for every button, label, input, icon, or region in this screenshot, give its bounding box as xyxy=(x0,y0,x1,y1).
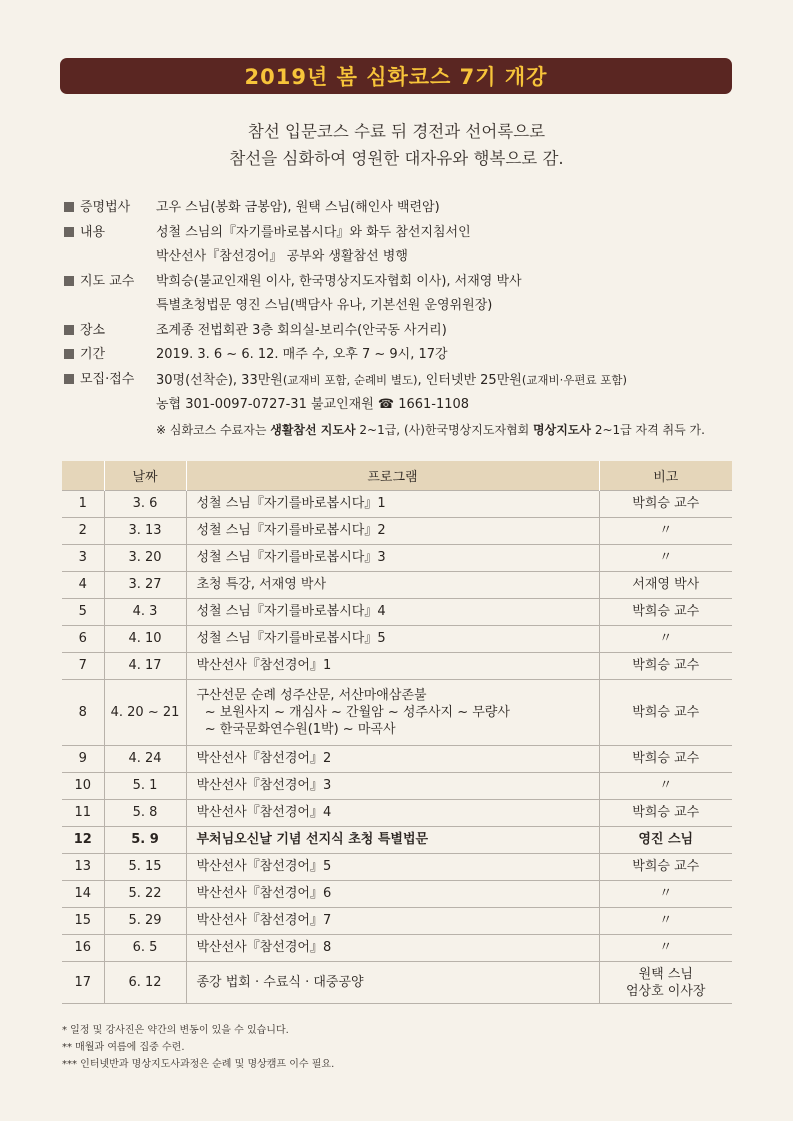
row-program xyxy=(186,935,599,962)
row-remarks xyxy=(599,545,732,572)
row-number: 3 xyxy=(62,545,104,572)
info-row-witness xyxy=(64,196,784,221)
header-number xyxy=(62,461,104,491)
row-number: 1 xyxy=(62,491,104,518)
table-row xyxy=(62,626,732,653)
row-date: 5. 15 xyxy=(104,854,186,881)
info-value: 2019. 3. 6 ~ 6. 12. 매주 수, 오후 7 ~ 9시, 17강 xyxy=(156,347,448,362)
info-label: 증명법사 xyxy=(80,200,131,215)
table-row xyxy=(62,599,732,626)
intro-line-2: 참선을 심화하여 영원한 대자유와 행복으로 감. xyxy=(229,149,564,168)
note-text: 2~1급 자격 취득 가. xyxy=(591,422,705,437)
row-date: 5. 8 xyxy=(104,800,186,827)
info-block xyxy=(64,196,784,442)
row-program xyxy=(186,491,599,518)
table-row xyxy=(62,800,732,827)
row-program xyxy=(186,881,599,908)
row-date: 4. 20 ~ 21 xyxy=(104,680,186,746)
info-row-instructor-cont xyxy=(64,294,784,319)
table-row xyxy=(62,854,732,881)
row-program xyxy=(186,680,599,746)
row-program-line: 부처님오신날 기념 선지식 초청 특별법문 xyxy=(196,832,429,847)
table-row xyxy=(62,881,732,908)
row-remarks-line: 박희승 교수 xyxy=(632,704,700,720)
intro-line-1: 참선 입문코스 수료 뒤 경전과 선어록으로 xyxy=(247,122,546,141)
row-program-line: 박산선사『참선경어』7 xyxy=(196,913,332,928)
row-program-line: 성철 스님『자기를바로봅시다』2 xyxy=(196,523,386,538)
row-remarks-line: 박희승 교수 xyxy=(632,658,700,673)
row-remarks-line: 〃 xyxy=(659,550,673,565)
info-value: 성철 스님의『자기를바로봅시다』와 화두 참선지침서인 xyxy=(156,224,471,240)
table-header-row xyxy=(62,461,732,491)
row-program-line: 성철 스님『자기를바로봅시다』4 xyxy=(196,604,386,619)
info-row-note xyxy=(64,418,784,443)
info-row-place xyxy=(64,319,784,344)
row-date: 3. 13 xyxy=(104,518,186,545)
row-remarks xyxy=(599,626,732,653)
table-row xyxy=(62,908,732,935)
header-remarks: 비고 xyxy=(599,461,732,491)
row-program xyxy=(186,572,599,599)
row-program xyxy=(186,908,599,935)
row-remarks-line: 〃 xyxy=(659,940,673,955)
row-remarks xyxy=(599,962,732,1004)
row-number: 13 xyxy=(62,854,104,881)
row-remarks xyxy=(599,773,732,800)
table-row xyxy=(62,653,732,680)
row-remarks xyxy=(599,599,732,626)
row-remarks-line: 〃 xyxy=(659,523,673,538)
row-date: 5. 29 xyxy=(104,908,186,935)
table-row xyxy=(62,572,732,599)
info-label: 모집·접수 xyxy=(80,371,135,387)
row-remarks-line: 박희승 교수 xyxy=(632,805,700,820)
row-remarks-line: 박희승 교수 xyxy=(632,496,700,511)
title-banner xyxy=(60,58,732,94)
row-number: 2 xyxy=(62,518,104,545)
row-program-line: ~ 보원사지 ~ 개심사 ~ 간월암 ~ 성주사지 ~ 무량사 xyxy=(196,705,510,720)
row-number: 5 xyxy=(62,599,104,626)
row-remarks xyxy=(599,881,732,908)
info-row-content-cont xyxy=(64,245,784,270)
info-label: 기간 xyxy=(80,347,106,362)
info-value xyxy=(156,368,627,394)
header-date: 날짜 xyxy=(104,461,186,491)
bullet-square-icon xyxy=(64,276,74,286)
row-date: 3. 6 xyxy=(104,491,186,518)
bullet-square-icon xyxy=(64,325,74,335)
row-remarks-line: 〃 xyxy=(659,913,673,928)
row-remarks-line: 박희승 교수 xyxy=(632,751,700,766)
recruit-online-fee: , 인터넷반 25만원 xyxy=(417,372,522,388)
row-remarks xyxy=(599,572,732,599)
row-program xyxy=(186,854,599,881)
row-number: 15 xyxy=(62,908,104,935)
table-row xyxy=(62,680,732,746)
row-program xyxy=(186,773,599,800)
row-number: 4 xyxy=(62,572,104,599)
row-number: 11 xyxy=(62,800,104,827)
row-remarks-line: 〃 xyxy=(659,886,673,901)
row-date: 4. 10 xyxy=(104,626,186,653)
note-text: ※ 심화코스 수료자는 xyxy=(156,422,271,437)
info-row-recruit xyxy=(64,368,784,394)
info-label: 내용 xyxy=(80,224,106,240)
schedule-table xyxy=(62,461,732,1004)
row-program xyxy=(186,599,599,626)
row-remarks xyxy=(599,827,732,854)
info-value: 특별초청법문 영진 스님(백담사 유나, 기본선원 운영위원장) xyxy=(156,298,493,313)
row-program xyxy=(186,746,599,773)
note-emphasis: 명상지도사 xyxy=(533,422,592,437)
row-remarks xyxy=(599,680,732,746)
row-program xyxy=(186,827,599,854)
bank-account: 농협 301-0097-0727-31 불교인재원 ☎ 1661-1108 xyxy=(156,397,470,412)
recruit-online-fee-detail: (교재비·우편료 포함) xyxy=(521,372,627,387)
info-label: 지도 교수 xyxy=(80,273,135,289)
row-program xyxy=(186,518,599,545)
row-remarks xyxy=(599,854,732,881)
row-number: 7 xyxy=(62,653,104,680)
row-date: 3. 20 xyxy=(104,545,186,572)
row-remarks-line: 엄상호 이사장 xyxy=(626,983,706,999)
table-row xyxy=(62,491,732,518)
row-program-line: 박산선사『참선경어』4 xyxy=(196,805,332,820)
row-number: 6 xyxy=(62,626,104,653)
row-program xyxy=(186,545,599,572)
table-row xyxy=(62,827,732,854)
table-row xyxy=(62,773,732,800)
row-remarks-line: 박희승 교수 xyxy=(632,604,700,619)
row-program-line: 박산선사『참선경어』1 xyxy=(196,658,332,673)
table-row xyxy=(62,935,732,962)
row-number: 14 xyxy=(62,881,104,908)
row-remarks xyxy=(599,800,732,827)
table-row xyxy=(62,962,732,1004)
bullet-square-icon xyxy=(64,374,74,384)
note-emphasis: 생활참선 지도사 xyxy=(270,422,356,437)
footnote: ** 매월과 여름에 집중 수련. xyxy=(62,1042,185,1053)
row-program-line: 초청 특강, 서재영 박사 xyxy=(196,577,327,592)
row-program-line: 성철 스님『자기를바로봅시다』5 xyxy=(196,631,386,646)
recruit-fee-detail: (교재비 포함, 순례비 별도) xyxy=(282,372,418,387)
row-program-line: 박산선사『참선경어』2 xyxy=(196,751,332,766)
row-program-line: ~ 한국문화연수원(1박) ~ 마곡사 xyxy=(196,722,396,737)
row-remarks-line: 〃 xyxy=(659,631,673,646)
row-date: 6. 5 xyxy=(104,935,186,962)
info-row-bank xyxy=(64,393,784,418)
row-remarks-line: 원택 스님 xyxy=(638,966,693,982)
row-date: 4. 24 xyxy=(104,746,186,773)
page-title: 2019년 봄 심화코스 7기 개강 xyxy=(244,65,548,89)
certification-note xyxy=(156,418,705,443)
info-label: 장소 xyxy=(80,322,106,338)
row-date: 3. 27 xyxy=(104,572,186,599)
row-program xyxy=(186,653,599,680)
table-row xyxy=(62,518,732,545)
table-row xyxy=(62,545,732,572)
row-program-line: 성철 스님『자기를바로봅시다』3 xyxy=(196,550,386,565)
row-remarks-line: 박희승 교수 xyxy=(632,859,700,874)
info-value: 조계종 전법회관 3층 회의실-보리수(안국동 사거리) xyxy=(156,322,447,338)
row-number: 9 xyxy=(62,746,104,773)
row-number: 12 xyxy=(62,827,104,854)
bullet-square-icon xyxy=(64,227,74,237)
footnote: * 일정 및 강사진은 약간의 변동이 있을 수 있습니다. xyxy=(62,1025,289,1036)
recruit-fee: 30명(선착순), 33만원 xyxy=(156,372,283,388)
header-program: 프로그램 xyxy=(186,461,599,491)
info-value: 박희승(불교인재원 이사, 한국명상지도자협회 이사), 서재영 박사 xyxy=(156,273,522,289)
row-remarks xyxy=(599,518,732,545)
row-remarks xyxy=(599,653,732,680)
row-date: 5. 1 xyxy=(104,773,186,800)
row-program xyxy=(186,962,599,1004)
row-program xyxy=(186,800,599,827)
row-program-line: 박산선사『참선경어』6 xyxy=(196,886,332,901)
row-number: 16 xyxy=(62,935,104,962)
row-remarks-line: 〃 xyxy=(659,778,673,793)
row-date: 6. 12 xyxy=(104,962,186,1004)
row-number: 10 xyxy=(62,773,104,800)
row-number: 17 xyxy=(62,962,104,1004)
row-remarks-line: 영진 스님 xyxy=(638,832,694,847)
row-program-line: 박산선사『참선경어』3 xyxy=(196,778,332,793)
row-date: 4. 17 xyxy=(104,653,186,680)
row-date: 5. 9 xyxy=(104,827,186,854)
row-date: 5. 22 xyxy=(104,881,186,908)
row-program-line: 박산선사『참선경어』5 xyxy=(196,859,332,874)
info-value: 박산선사『참선경어』 공부와 생활참선 병행 xyxy=(156,249,408,264)
footnote: *** 인터넷반과 명상지도사과정은 순례 및 명상캠프 이수 필요. xyxy=(62,1059,335,1070)
bullet-square-icon xyxy=(64,202,74,212)
info-row-instructor xyxy=(64,270,784,295)
row-remarks xyxy=(599,908,732,935)
row-number: 8 xyxy=(62,680,104,746)
row-remarks xyxy=(599,746,732,773)
note-text: 2~1급, (사)한국명상지도자협회 xyxy=(355,422,534,437)
row-program-line: 구산선문 순례 성주산문, 서산마애삼존불 xyxy=(196,688,427,703)
row-remarks-line: 서재영 박사 xyxy=(632,577,700,592)
table-row xyxy=(62,746,732,773)
row-date: 4. 3 xyxy=(104,599,186,626)
row-program xyxy=(186,626,599,653)
row-program-line: 종강 법회 · 수료식 · 대중공양 xyxy=(196,974,364,990)
row-program-line: 박산선사『참선경어』8 xyxy=(196,940,332,955)
bullet-square-icon xyxy=(64,349,74,359)
row-program-line: 성철 스님『자기를바로봅시다』1 xyxy=(196,496,386,511)
footnotes xyxy=(62,1022,334,1073)
row-remarks xyxy=(599,935,732,962)
info-value: 고우 스님(봉화 금봉암), 원택 스님(해인사 백련암) xyxy=(156,200,440,215)
row-remarks xyxy=(599,491,732,518)
info-row-content xyxy=(64,221,784,246)
info-row-period xyxy=(64,343,784,368)
